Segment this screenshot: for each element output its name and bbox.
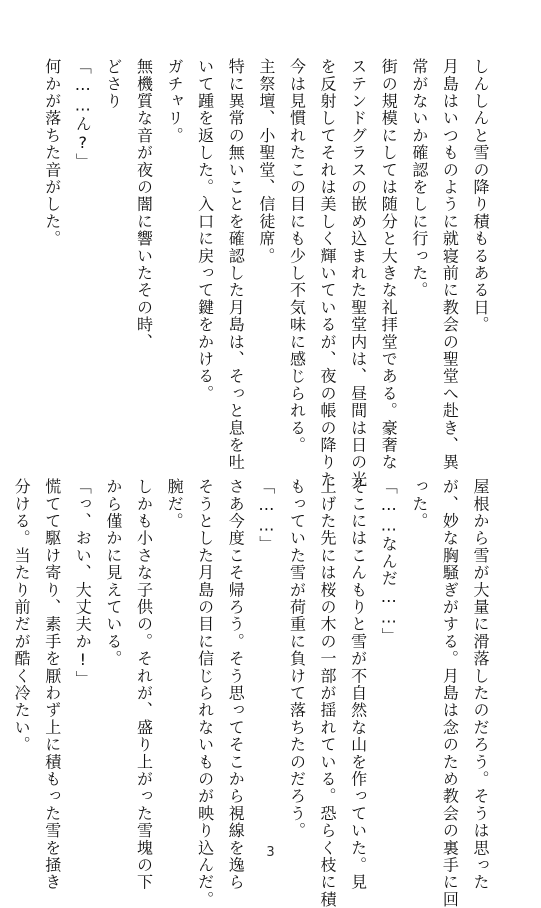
text-column: 主祭壇、小聖堂、信徒席。: [256, 58, 276, 265]
text-column: もっていた雪が荷重に負けて落ちたのだろう。: [287, 478, 307, 840]
upper-text-block: [42, 58, 495, 488]
text-column: 分ける。当たり前だが酷く冷たい。: [12, 478, 32, 754]
text-column: ステンドグラスの嵌め込まれた聖堂内は、昼間は日の光: [348, 58, 368, 488]
text-column: 慌てて駆け寄り、素手を厭わず上に積もった雪を掻き: [42, 478, 62, 891]
lower-text-block: [12, 478, 495, 908]
page-number: 3: [266, 845, 275, 860]
text-column: 月島はいつものように就寝前に教会の聖堂へ赴き、異: [440, 58, 460, 471]
text-column: 腕だ。: [165, 478, 185, 530]
text-column: さあ今度こそ帰ろう。そう思ってそこから視線を逸ら: [226, 478, 246, 891]
text-column: 何かが落ちた音がした。: [42, 58, 62, 248]
text-column: 上げた先には桜の木の一部が揺れている。恐らく枝に積: [318, 478, 338, 908]
text-column: 特に異常の無いことを確認した月島は、そっと息を吐: [226, 58, 246, 471]
text-column: った。: [409, 478, 429, 530]
text-column: しんしんと雪の降り積もるある日。: [471, 58, 490, 334]
text-column: どさり: [103, 58, 123, 110]
text-column: 街の規模にしては随分と大きな礼拝堂である。豪奢な: [379, 58, 399, 471]
text-column: 「っ、おい、大丈夫か!」: [73, 478, 93, 688]
text-column: を反射してそれは美しく輝いているが、夜の帳の降りた: [318, 58, 338, 488]
text-column: 今は見慣れたこの目にも少し不気味に感じられる。: [287, 58, 307, 454]
text-column: 「……なんだ……」: [379, 478, 399, 645]
text-column: そうとした月島の目に信じられないものが映り込んだ。: [195, 478, 215, 908]
text-column: いて踵を返した。入口に戻って鍵をかける。: [195, 58, 215, 402]
text-column: 常がないか確認をしに行った。: [409, 58, 429, 299]
text-column: ガチャリ。: [165, 58, 185, 144]
text-column: 屋根から雪が大量に滑落したのだろう。そうは思った: [471, 478, 490, 891]
text-column: が、妙な胸騒ぎがする。月島は念のため教会の裏手に回: [440, 478, 460, 908]
text-column: 無機質な音が夜の闇に響いたその時、: [134, 58, 154, 351]
text-column: 「……」: [256, 478, 276, 553]
text-column: しかも小さな子供の。それが、盛り上がった雪塊の下: [134, 478, 154, 891]
text-column: 「……ん?」: [73, 58, 93, 171]
text-column: から僅かに見えている。: [103, 478, 123, 668]
text-column: そこにはこんもりと雪が不自然な山を作っていた。見: [348, 478, 368, 891]
